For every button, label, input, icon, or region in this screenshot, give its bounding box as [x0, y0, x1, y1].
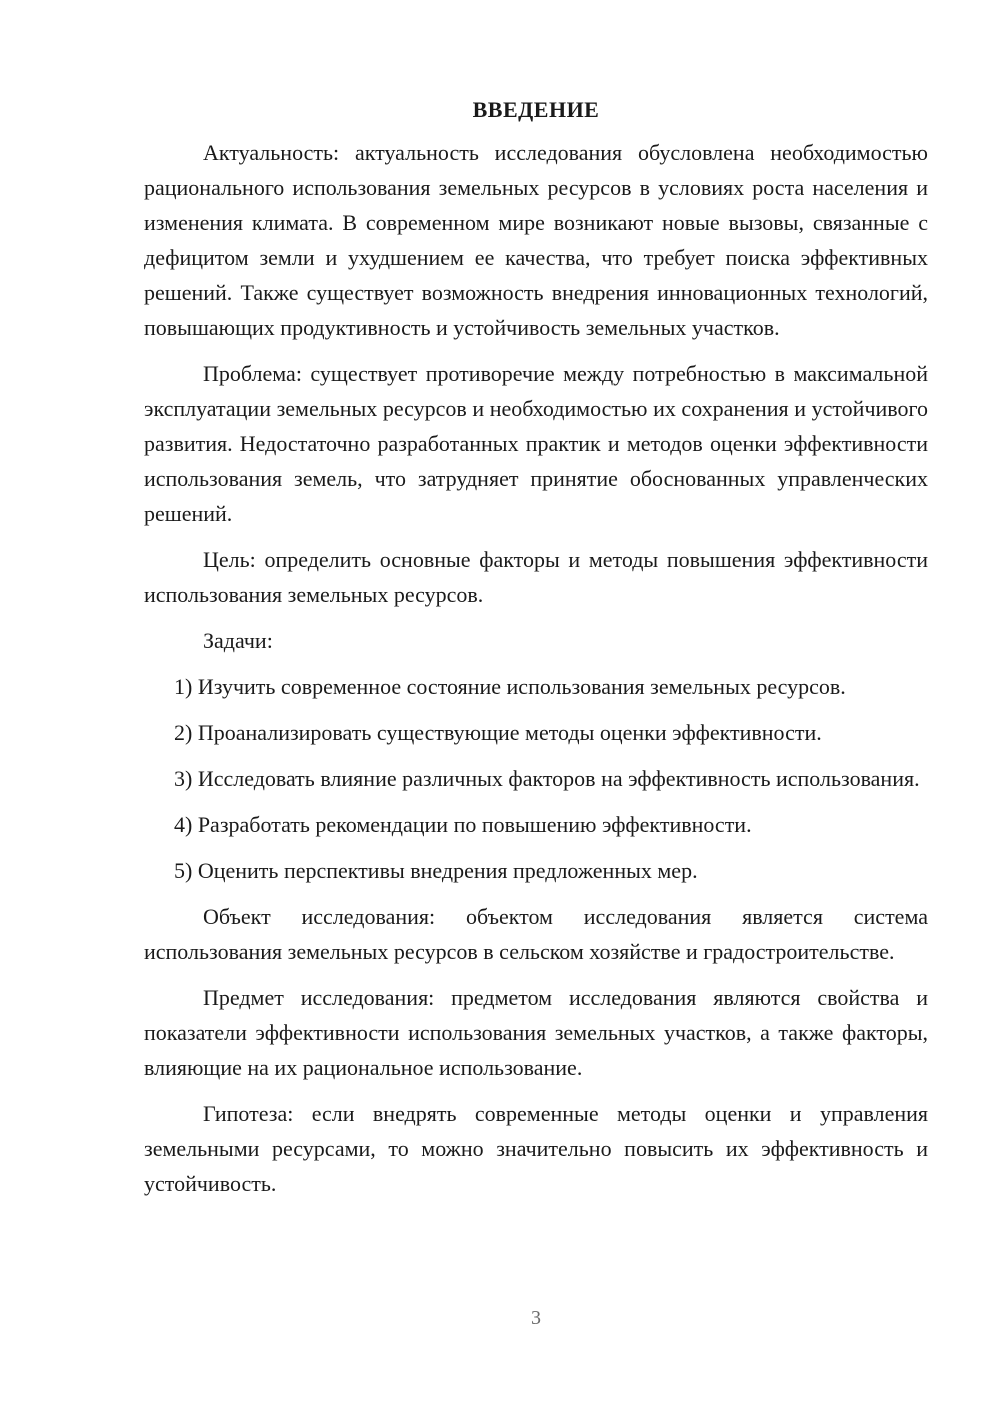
- hypothesis-paragraph: Гипотеза: если внедрять современные методы оценки и управления земельными ресурсами, то можно значительно повысить их эффективность и устойчивость.: [144, 1101, 928, 1196]
- problem-paragraph: Проблема: существует противоречие между потребностью в максимальной эксплуатации земельных ресурсов и необходимостью их сохранения и устойчивого развития. Недостаточно разработанных практик и методов оценки эффективности использования земель, что затрудняет принятие обоснованных управленческих решений.: [144, 361, 928, 526]
- goal-paragraph: Цель: определить основные факторы и методы повышения эффективности использования земельных ресурсов.: [144, 547, 928, 607]
- object-paragraph: Объект исследования: объектом исследования является система использования земельных ресурсов в сельском хозяйстве и градостроительстве.: [144, 904, 928, 964]
- task-item-5: 5) Оценить перспективы внедрения предложенных мер.: [174, 858, 698, 883]
- subject-paragraph: Предмет исследования: предметом исследования являются свойства и показатели эффективности использования земельных участков, а также факторы, влияющие на их рациональное использование.: [144, 985, 928, 1080]
- tasks-label: Задачи:: [203, 628, 273, 653]
- page-content: [144, 95, 928, 1212]
- task-item-1: 1) Изучить современное состояние использования земельных ресурсов.: [174, 674, 846, 699]
- task-item-4: 4) Разработать рекомендации по повышению эффективности.: [174, 812, 752, 837]
- relevance-paragraph: Актуальность: актуальность исследования обусловлена необходимостью рационального использования земельных ресурсов в условиях роста населения и изменения климата. В современном мире возникают новые вызовы, связанные с дефицитом земли и ухудшением ее качества, что требует поиска эффективных решений. Также существует возможность внедрения инновационных технологий, повышающих продуктивность и устойчивость земельных участков.: [144, 140, 928, 340]
- task-item-2: 2) Проанализировать существующие методы оценки эффективности.: [174, 720, 822, 745]
- task-item-3: 3) Исследовать влияние различных факторов на эффективность использования.: [174, 766, 920, 791]
- section-heading: ВВЕДЕНИЕ: [472, 97, 600, 122]
- page-number: 3: [531, 1307, 541, 1329]
